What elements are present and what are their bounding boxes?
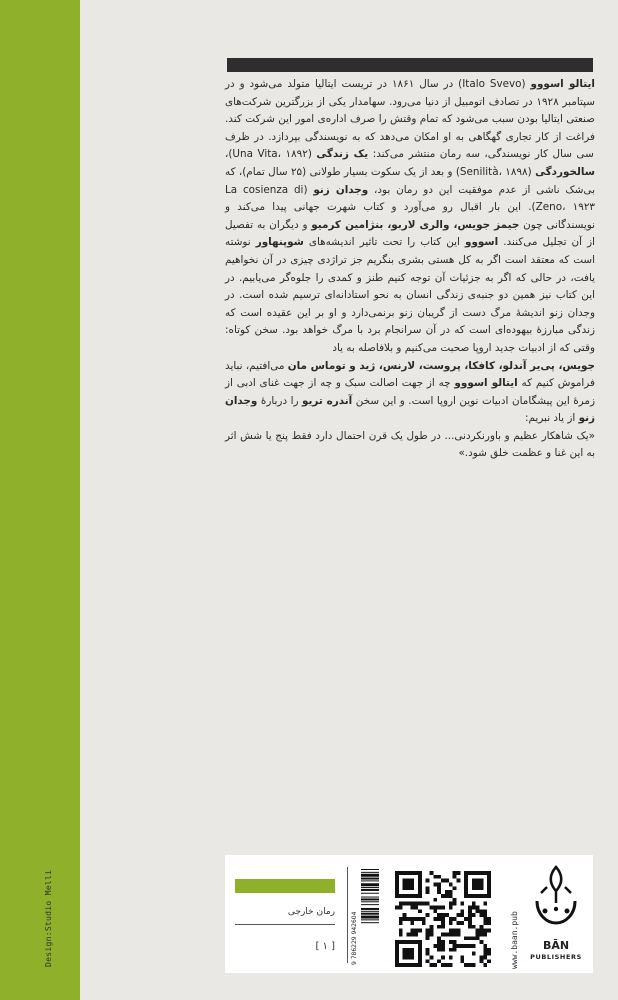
text-fragment: این کتاب را تحت تاثیر اندیشه‌های bbox=[303, 236, 460, 249]
blurb-paragraph-2 bbox=[225, 358, 595, 428]
publisher-url: www.baan.pub bbox=[510, 911, 519, 969]
text-fragment: (Senilità، ۱۸۹۸) و بعد از یک سکوت بسیار طولانی (۲۵ سال تمام)، که بی‌شک ناشی از عدم موفقیت این دو رمان بود، bbox=[225, 165, 595, 196]
green-label-strip bbox=[235, 879, 335, 893]
novel-title: یک زندگی bbox=[316, 148, 369, 161]
publisher-name: BĀN bbox=[542, 939, 570, 952]
isbn-barcode bbox=[357, 867, 381, 965]
publisher-logo-icon bbox=[525, 863, 587, 929]
author-name: اسووو bbox=[464, 236, 499, 249]
critic-name: آندره تریو bbox=[302, 394, 353, 407]
publisher-subtitle: PUBLISHERS bbox=[530, 953, 582, 961]
design-credit: Design:Studio Melli bbox=[44, 869, 53, 967]
volume-number: [ ۱ ] bbox=[315, 941, 335, 952]
text-fragment: (Una Vita، ۱۸۹۲)، bbox=[225, 148, 312, 161]
vertical-divider bbox=[347, 867, 348, 963]
text-fragment: نوشته است که معتقد است اگر به کل هستی بشری بنگریم جز تراژدی چیزی در آن نخواهیم یافت، در حالی که اگر به جزئیات آن توجه کنیم طنز و کمدی را جلوه‌گر می‌یابیم. در این کتاب نیز همین دو جنبه‌ی زندگی انسان به نحو استادانه‌ای ترسیم شده است. در وجدان زنو اندیشهٔ مرگ دست از گریبان زنو برنمی‌دارد و او بر این عقیده است که زندگی مبارزهٔ بیهوده‌ای است که در آن سرانجام برد با مرگ خواهد بود. سخن کوتاه: وقتی که از ادبیات جدید اروپا صحبت می‌کنیم و بلافاصله به یاد bbox=[225, 236, 595, 354]
green-spine-band bbox=[0, 0, 80, 1000]
philosopher-name: شوپنهاور bbox=[255, 236, 304, 249]
isbn-number: 9 786229 942604 bbox=[351, 911, 358, 965]
qr-code bbox=[395, 871, 491, 967]
novel-title: وجدان زنو bbox=[313, 183, 369, 196]
author-name: ایتالو اسووو bbox=[530, 78, 595, 90]
novel-title: سالخوردگی bbox=[535, 165, 595, 178]
blurb-quote bbox=[225, 428, 595, 463]
publisher-info-box bbox=[225, 855, 593, 973]
top-dark-bar bbox=[227, 58, 593, 72]
genre-label: رمان خارجی bbox=[287, 907, 335, 917]
quote-text: «یک شاهکار عظیم و باورنکردنی... در طول یک قرن احتمال دارد فقط پنج یا شش اثر به این غنا و عظمت خلق شود.» bbox=[225, 429, 595, 460]
writer-names: جویس، پی‌یر آندلو، کافکا، پروست، لارنس، ژید و توماس مان bbox=[287, 359, 595, 372]
text-fragment: چه از جهت اصالت سبک و چه از جهت غنای ادبی از زمرهٔ این پیشگامان ادبیات نوین اروپا است. و این سخن bbox=[225, 377, 595, 407]
blurb-text bbox=[225, 76, 595, 463]
text-fragment: از یاد نبریم: bbox=[525, 412, 576, 425]
text-fragment: و دیگران به تفصیل از آن تجلیل می‌کنند. bbox=[225, 218, 595, 249]
writer-names: جیمز جویس، والری لاربو، بنژامین کرمیو bbox=[311, 218, 520, 231]
novel-title: وجدان زنو bbox=[225, 394, 595, 425]
text-fragment: می‌افتیم، نباید فراموش کنیم که bbox=[224, 359, 595, 390]
text-fragment: را دربارهٔ bbox=[257, 394, 299, 407]
text-fragment: (La cosienza di Zeno، ۱۹۲۳). این بار اقبال رو می‌آورد و کتاب شهرت جهانی پیدا می‌کند و نویسندگانی چون bbox=[225, 183, 596, 231]
text-fragment: (Italo Svevo) در سال ۱۸۶۱ در تریست ایتالیا متولد می‌شود و در سپتامبر ۱۹۲۸ در تصادف اتومبیل از دنیا می‌رود. سهامدار یکی از بزرگترین شرکت‌های صنعتی ایتالیا بودن سبب می‌شود که تمام وقتش را صرف اداره‌ی امور این شرکت کند. فراغت از کار تجاری گهگاهی به او امکان می‌دهد که به نویسندگی بپردازد. در ظرف سی سال کار نویسندگی، سه رمان منتشر می‌کند: bbox=[225, 78, 595, 161]
author-name: ایتالو اسووو bbox=[454, 377, 518, 390]
blurb-paragraph-1 bbox=[225, 76, 595, 358]
genre-underline bbox=[235, 924, 335, 925]
